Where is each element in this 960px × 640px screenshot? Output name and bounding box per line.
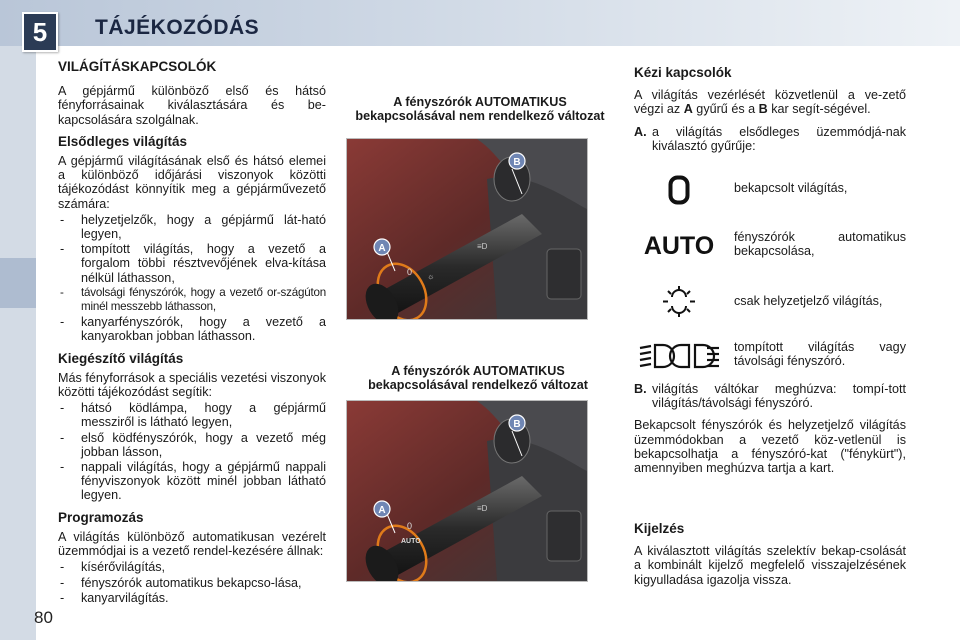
intro-part: A világítás vezérlését közvetlenül a ve-zető végzi az <box>634 88 906 117</box>
headlight-icon <box>634 338 724 374</box>
list-item: - kanyarfényszórók, hogy a vezető a kanyarokban jobban láthasson. <box>58 315 326 343</box>
svg-text:≡D: ≡D <box>477 242 488 251</box>
sidelight-icon <box>634 284 724 320</box>
primary-list <box>58 213 326 344</box>
display-heading: Kijelzés <box>634 521 685 536</box>
list-item: - nappali világítás, hogy a gépjármű nappali fényviszonyok között minél jobban látható legyen. <box>58 460 326 503</box>
side-strip <box>0 46 36 640</box>
stalk-illustration <box>347 139 587 319</box>
icon-row-headlight <box>634 338 910 374</box>
list-item: - hátsó ködlámpa, hogy a gépjármű messziről is látható legyen, <box>58 401 326 429</box>
section-heading: VILÁGÍTÁSKAPCSOLÓK <box>58 59 217 74</box>
svg-text:☼: ☼ <box>427 272 435 281</box>
stalk-photo-manual <box>346 138 588 320</box>
icon-text: csak helyzetjelző világítás, <box>734 294 883 308</box>
item-b-label: B. <box>634 382 647 396</box>
primary-text: A gépjármű világításának első és hátsó elemei a különböző időjárási viszonyok közötti tájékozódást könnyítik meg a gépjárművezető számára: <box>58 154 326 211</box>
manual-intro <box>634 88 906 116</box>
right-column-top <box>634 62 906 153</box>
item-b-text: világítás váltókar meghúzva: tompí-tott világítás/távolsági fényszóró. <box>652 382 906 411</box>
stalk-photo-auto <box>346 400 588 582</box>
item-a-label: A. <box>634 124 647 139</box>
icon-text: tompított világítás vagy távolsági fényszóró. <box>734 340 906 369</box>
ring-label-auto: AUTO <box>401 538 421 545</box>
page-title: TÁJÉKOZÓDÁS <box>95 16 260 39</box>
display-text: A kiválasztott világítás szelektív bekap-csolását a kombinált kijelző megfelelő visszajelzésének kigyulladása igazolja vissza. <box>634 544 906 587</box>
programming-heading: Programozás <box>58 509 144 525</box>
icon-row-sidelight <box>634 284 910 320</box>
badge-b: B <box>513 157 521 168</box>
lever-b-label: B <box>758 102 768 117</box>
list-item: - tompított világítás, hogy a vezető a forgalom többi résztvevőjének elva-kítása nélkül láthasson, <box>58 242 326 285</box>
badge-a: A <box>378 243 386 254</box>
list-item: - kanyarvilágítás. <box>58 591 326 605</box>
flash-text: Bekapcsolt fényszórók és helyzetjelző világítás üzemmódokban a vezető köz-vetlenül is bekapcsolhatja a fényszóró-kat ("fénykürt"), amennyiben meghúzva tartja a kart. <box>634 418 906 476</box>
additional-text: Más fényforrások a speciális vezetési viszonyok közötti tájékozódást segítik: <box>58 370 326 400</box>
list-item: - távolsági fényszórók, hogy a vezető or-szágúton minél messzebb láthasson, <box>58 286 326 314</box>
chapter-number: 5 <box>22 12 58 52</box>
icon-row-on <box>634 172 910 208</box>
item-a <box>634 125 906 153</box>
manual-heading: Kézi kapcsolók <box>634 65 732 80</box>
ring-label: 0 <box>407 267 413 277</box>
badge-a: A <box>378 505 386 516</box>
additional-heading: Kiegészítő világítás <box>58 350 184 366</box>
side-tab <box>0 258 36 308</box>
list-item: - első ködfényszórók, hogy a vezető még jobban lásson, <box>58 431 326 459</box>
item-a-text: a világítás elsődleges üzemmódjá-nak kiválasztó gyűrűje: <box>652 124 906 153</box>
display-section <box>634 518 906 595</box>
auto-glyph: AUTO <box>643 231 715 260</box>
list-item: - kísérővilágítás, <box>58 560 326 574</box>
ring-off-icon <box>634 172 724 208</box>
additional-list <box>58 401 326 502</box>
auto-icon <box>634 228 724 264</box>
primary-heading: Elsődleges világítás <box>58 133 188 149</box>
ring-a-label: A <box>683 102 693 117</box>
intro-text: A gépjármű különböző első és hátsó fényforrásainak kiválasztására és be-kapcsolására szolgálnak. <box>58 84 326 127</box>
programming-list <box>58 560 326 605</box>
list-item: - fényszórók automatikus bekapcso-lása, <box>58 576 326 590</box>
ring-label-0: 0 <box>407 521 413 531</box>
icon-text: bekapcsolt világítás, <box>734 181 848 195</box>
programming-text: A világítás különböző automatikusan vezérelt üzemmódjai is a vezető rendel-kezésére állnak: <box>58 529 326 559</box>
caption-manual-version: A fényszórók AUTOMATIKUS bekapcsolásával nem rendelkező változat <box>355 95 605 123</box>
icon-text: fényszórók automatikus bekapcsolása, <box>734 230 906 259</box>
badge-b: B <box>513 419 521 430</box>
intro-part: gyűrű és a <box>692 102 759 117</box>
svg-text:≡D: ≡D <box>477 504 488 513</box>
page-number: 80 <box>34 608 53 627</box>
stalk-illustration-auto <box>347 401 587 581</box>
item-b <box>634 382 906 410</box>
icon-row-auto <box>634 228 910 264</box>
caption-auto-version: A fényszórók AUTOMATIKUS bekapcsolásával rendelkező változat <box>368 364 588 392</box>
right-column-bottom <box>634 382 906 483</box>
list-item: - helyzetjelzők, hogy a gépjármű lát-ható legyen, <box>58 213 326 241</box>
intro-part: kar segít-ségével. <box>767 102 871 117</box>
left-column <box>58 60 326 613</box>
